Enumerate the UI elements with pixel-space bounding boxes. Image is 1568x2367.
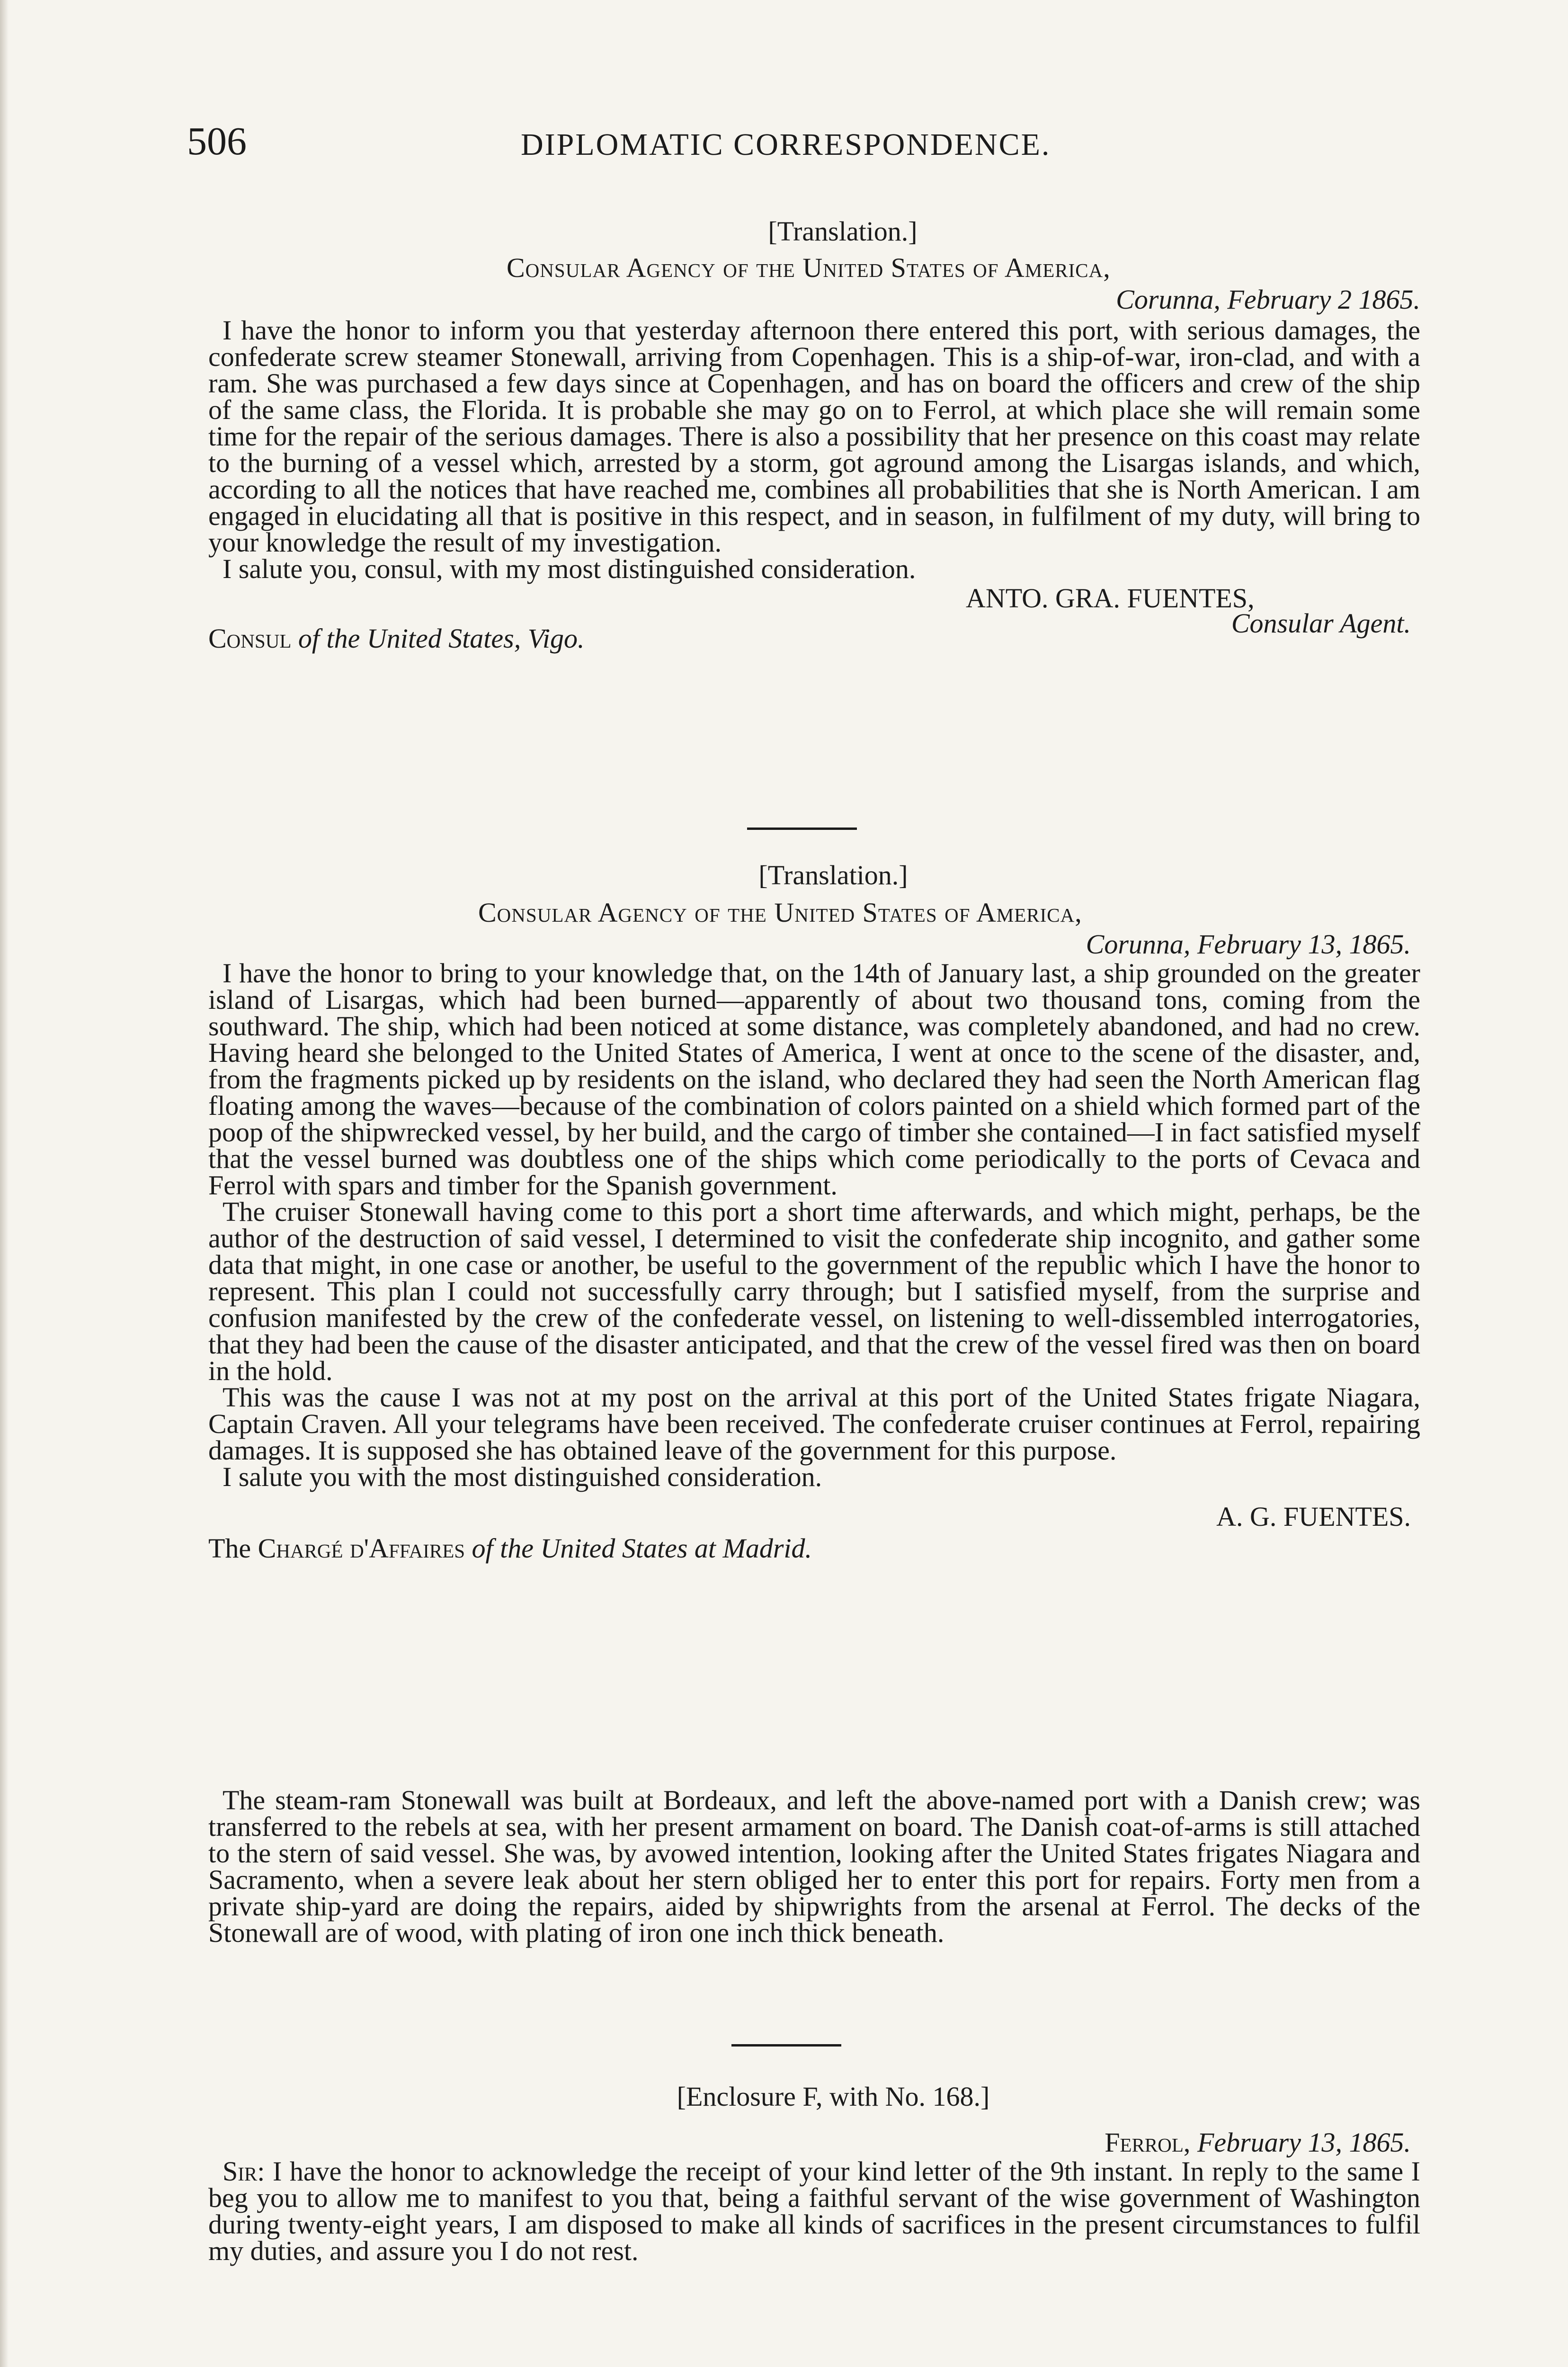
dateline: Corunna, February 2 1865. xyxy=(1116,284,1420,315)
letter-paragraph: The cruiser Stonewall having come to this port a short time afterwards, and which might, perhaps, be the author of the destruction of said vessel, I determined to visit the confederate ship incognito, and gather some data that might, in one case or another, be useful to the government of the republic which I have the honor to represent. This plan I could not successfully carry through; but I satisfied myself, from the surprise and confusion manifested by the crew of the confederate vessel, on listening to well-dissembled interrogatories, that they had been the cause of the disaster anticipated, and that the crew of the vessel fired was then on board in the hold. xyxy=(208,1196,1420,1386)
addressee-rest: of the United States, Vigo. xyxy=(298,623,585,654)
addressee-rest: of the United States at Madrid. xyxy=(472,1533,812,1564)
enclosure-dateline xyxy=(208,2127,1411,2158)
running-title: DIPLOMATIC CORRESPONDENCE. xyxy=(521,127,1051,162)
closing-line: I salute you with the most distinguished consideration. xyxy=(223,1461,822,1492)
dateline: Corunna, February 13, 1865. xyxy=(1086,929,1411,960)
closing-line: I salute you, consul, with my most distinguished consideration. xyxy=(223,553,916,584)
enclosure-label: [Enclosure F, with No. 168.] xyxy=(677,2081,990,2112)
page-edge-shadow xyxy=(0,0,9,2367)
enclosure-date: February 13, 1865. xyxy=(1197,2127,1411,2158)
section-divider xyxy=(731,2044,841,2047)
enclosure-letter xyxy=(208,2081,1420,2264)
page-header xyxy=(187,118,1418,170)
note-paragraph: The steam-ram Stonewall was built at Bordeaux, and left the above-named port with a Danish crew; was transferred to the rebels at sea, with her present armament on board. The Danish coat-of-arms is still attached to the stern of said vessel. She was, by avowed intention, looking after the United States frigates Niagara and Sacramento, when a severe leak about her stern obliged her to enter this port for repairs. Forty men from a private ship-yard are doing the repairs, aided by shipwrights from the arsenal at Ferrol. The decks of the Stonewall are of wood, with plating of iron one inch thick beneath. xyxy=(208,1785,1420,1948)
editor-note xyxy=(208,1787,1420,1946)
page-number: 506 xyxy=(187,119,247,163)
addressee xyxy=(208,1532,1420,1564)
enclosure-body: I have the honor to acknowledge the receipt of your kind letter of the 9th instant. In reply to the same I beg you to allow me to manifest to you that, being a faithful servant of the wise government of Washington during twenty-eight years, I am disposed to make all kinds of sacrifices in the present circumstances to fulfil my duties, and assure you I do not rest. xyxy=(208,2156,1420,2266)
addressee-prefix: Consul xyxy=(208,623,292,654)
signature-row xyxy=(208,608,1420,654)
signature-title: Consular Agent. xyxy=(1231,608,1411,639)
letter-2 xyxy=(208,859,1420,1564)
letter-paragraph: I have the honor to bring to your knowledge that, on the 14th of January last, a ship grounded on the greater island of Lisargas, which had been burned—apparently of about two thousand tons, coming from the southward. The ship, which had been noticed at some distance, was completely abandoned, and had no crew. Having heard she belonged to the United States of America, I went at once to the scene of the disaster, and, from the fragments picked up by residents on the island, who declared they had seen the North American flag floating among the waves—because of the combination of colors painted on a shield which formed part of the poop of the shipwrecked vessel, by her build, and the cargo of timber she contained—I in fact satisfied myself that the vessel burned was doubtless one of the ships which come periodically to the ports of Cevaca and Ferrol with spars and timber for the Spanish government. xyxy=(208,958,1420,1201)
letter-1 xyxy=(208,215,1420,654)
signature-name: A. G. FUENTES. xyxy=(1216,1501,1411,1532)
addressee-prefix: The xyxy=(208,1533,251,1564)
signature-name: ANTO. GRA. FUENTES, xyxy=(966,583,1255,614)
letter-paragraph: I have the honor to inform you that yesterday afternoon there entered this port, with serious damages, the confederate screw steamer Stonewall, arriving from Copenhagen. This is a ship-of-war, iron-clad, and with a ram. She was purchased a few days since at Copenhagen, and has on board the officers and crew of the ship of the same class, the Florida. It is probable she may go on to Ferrol, at which place she will remain some time for the repair of the serious damages. There is also a possibility that her presence on this coast may relate to the burning of a vessel which, arrested by a storm, got aground among the Lisargas islands, and which, according to all the notices that have reached me, combines all probabilities that she is North American. I am engaged in elucidating all that is positive in this respect, and in season, in fulfilment of my duty, will bring to your knowledge the result of my investigation. xyxy=(208,315,1420,558)
enclosure-paragraph xyxy=(208,2158,1420,2264)
translation-label: [Translation.] xyxy=(758,860,908,890)
section-divider xyxy=(747,828,857,830)
addressee-title: Chargé d'Affaires xyxy=(258,1533,465,1564)
agency-heading: Consular Agency of the United States of America, xyxy=(478,897,1082,928)
enclosure-place: Ferrol, xyxy=(1105,2127,1191,2158)
addressee xyxy=(208,623,584,654)
letter-paragraph: This was the cause I was not at my post on the arrival at this port of the United States frigate Niagara, Captain Craven. All your telegrams have been received. The confederate cruiser continues at Ferrol, repairing damages. It is supposed she has obtained leave of the government for this purpose. xyxy=(208,1382,1420,1466)
salutation: Sir: xyxy=(223,2156,265,2187)
translation-label: [Translation.] xyxy=(768,216,918,247)
agency-heading: Consular Agency of the United States of America, xyxy=(507,252,1111,283)
